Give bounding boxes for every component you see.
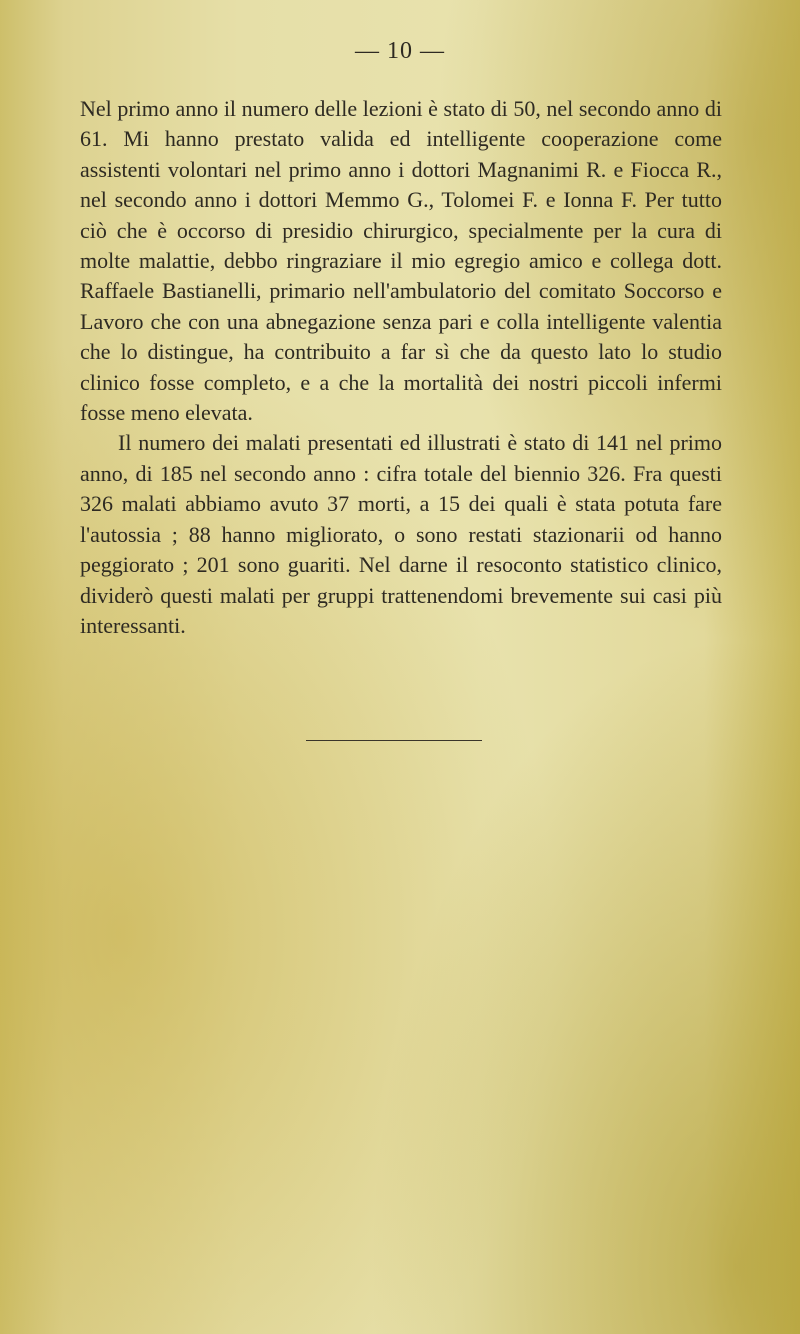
paragraph-1: Nel primo anno il numero delle lezioni è stato di 50, nel secondo anno di 61. Mi hanno prestato valida ed intelligente cooperazione come assistenti volontari nel primo anno i dottori Magnanimi R. e Fiocca R., nel secondo anno i dottori Memmo G., Tolomei F. e Ionna F. Per tutto ciò che è occorso di presidio chirurgico, specialmente per la cura di molte malattie, debbo ringraziare il mio egregio amico e collega dott. Raffaele Bastianelli, primario nell'ambulatorio del comitato Soccorso e Lavoro che con una abnegazione senza pari e colla intelligente valentia che lo distingue, ha contribuito a far sì che da questo lato lo studio clinico fosse completo, e a che la mortalità dei nostri piccoli infermi fosse meno elevata. [80,96,722,426]
page-number: — 10 — [355,38,445,64]
paragraph-2: Il numero dei malati presentati ed illustrati è stato di 141 nel primo anno, di 185 nel secondo anno : cifra totale del biennio 326. Fra questi 326 malati abbiamo avuto 37 morti, a 15 dei quali è stata potuta fare l'autossia ; 88 hanno migliorato, o sono restati stazionarii od hanno peggiorato ; 201 sono guariti. Nel darne il resoconto statistico clinico, dividerò questi malati per gruppi trattenendomi brevemente sui casi più interessanti. [80,430,722,638]
body-text [80,94,722,641]
section-divider [306,740,482,741]
